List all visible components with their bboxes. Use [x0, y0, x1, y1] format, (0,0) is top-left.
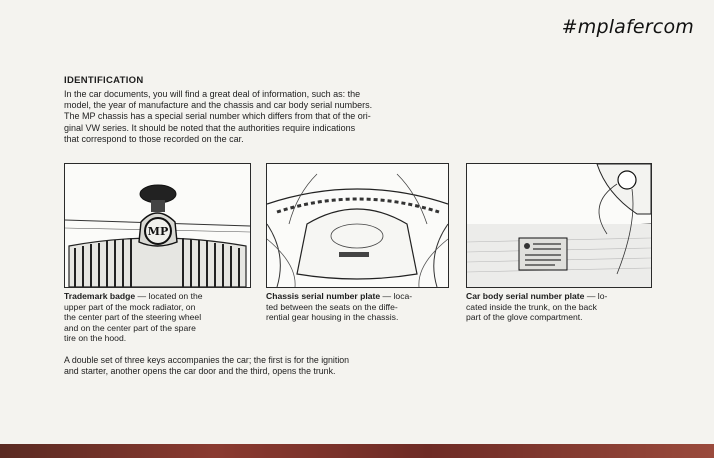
badge-monogram: MP — [147, 225, 169, 238]
caption-title: Chassis serial number plate — [266, 291, 381, 301]
caption-line: the center part of the steering wheel — [64, 312, 202, 323]
grille-drawing — [65, 164, 250, 287]
caption-line: — lo- — [584, 291, 608, 301]
chassis-drawing — [267, 164, 448, 287]
intro-line: The MP chassis has a special serial number which differs from that of the ori- — [64, 111, 371, 122]
caption-line: rential gear housing in the chassis. — [266, 312, 399, 323]
bottom-edge-band — [0, 444, 714, 458]
outro-line: and starter, another opens the car door and the third, opens the trunk. — [64, 366, 336, 376]
caption-line: ted between the seats on the diffe- — [266, 301, 398, 312]
body-plate-illustration — [466, 163, 652, 288]
trunk-drawing — [467, 164, 651, 287]
caption-line: — loca- — [380, 291, 413, 301]
caption-chassis-plate — [266, 291, 447, 323]
outro-line: A double set of three keys accompanies the car; the first is for the ignition — [64, 355, 350, 365]
caption-title: Trademark badge — [64, 291, 136, 301]
intro-line: that correspond to those recorded on the car. — [64, 133, 244, 144]
caption-line: and on the center part of the spare — [64, 322, 196, 333]
caption-body-plate — [466, 291, 652, 323]
watermark: #mplafercom — [561, 16, 694, 38]
intro-line: model, the year of manufacture and the chassis and car body serial numbers. — [64, 100, 373, 111]
trademark-badge-illustration — [64, 163, 251, 288]
caption-trademark-badge — [64, 291, 249, 344]
keys-paragraph — [64, 355, 456, 377]
caption-line: — located on the — [135, 291, 203, 301]
chassis-plate-illustration — [266, 163, 449, 288]
section-heading: IDENTIFICATION — [64, 75, 144, 86]
caption-line: cated inside the trunk, on the back — [466, 301, 597, 312]
intro-paragraph — [64, 89, 456, 145]
caption-line: part of the glove compartment. — [466, 312, 583, 323]
intro-line: ginal VW series. It should be noted that the authorities require indications — [64, 122, 356, 133]
caption-title: Car body serial number plate — [466, 291, 585, 301]
caption-line: tire on the hood. — [64, 333, 127, 344]
caption-line: upper part of the mock radiator, on — [64, 301, 196, 312]
intro-line: In the car documents, you will find a great deal of information, such as: the — [64, 89, 361, 99]
